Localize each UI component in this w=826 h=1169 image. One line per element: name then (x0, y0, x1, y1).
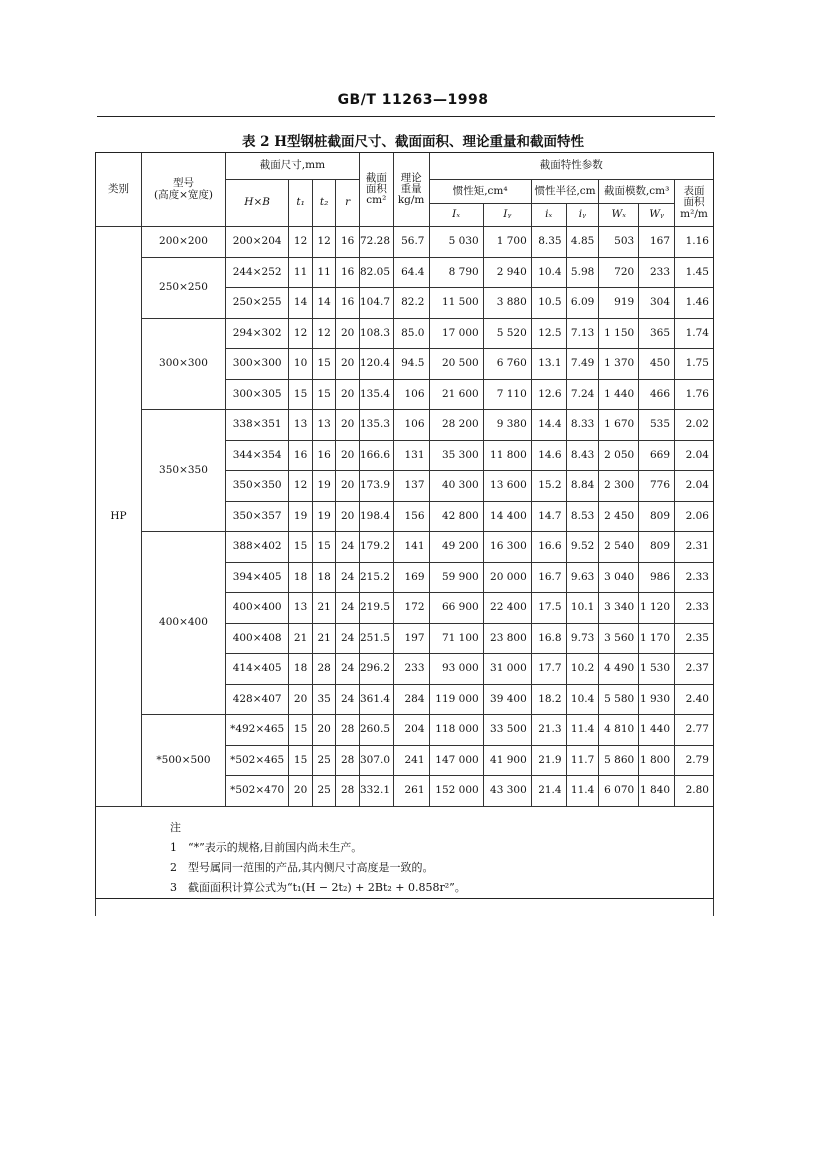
cell-ix-radius: 21.3 (531, 715, 566, 746)
cell-iy-radius: 11.4 (566, 715, 599, 746)
cell-hxb: *502×465 (225, 745, 288, 776)
cell-iy-moment: 39 400 (483, 684, 531, 715)
cell-r: 20 (336, 349, 360, 380)
cell-weight: 197 (393, 623, 429, 654)
cell-surface: 2.35 (675, 623, 714, 654)
cell-area: 104.7 (359, 288, 393, 319)
col-weight-line1: 理论 (400, 171, 422, 184)
note-2 (170, 858, 466, 878)
cell-iy-moment: 16 300 (483, 532, 531, 563)
cell-iy-moment: 23 800 (483, 623, 531, 654)
note-3 (170, 878, 466, 898)
cell-area: 219.5 (359, 593, 393, 624)
cell-surface: 2.06 (675, 501, 714, 532)
cell-wy: 365 (639, 318, 675, 349)
cell-ix-moment: 17 000 (429, 318, 483, 349)
cell-iy-moment: 20 000 (483, 562, 531, 593)
cell-weight: 82.2 (393, 288, 429, 319)
cell-iy-moment: 11 800 (483, 440, 531, 471)
col-weight-line2: 重量 (400, 182, 422, 195)
cell-surface: 2.33 (675, 562, 714, 593)
cell-surface: 2.04 (675, 471, 714, 502)
cell-iy-moment: 22 400 (483, 593, 531, 624)
col-hxb: H×B (225, 180, 288, 227)
cell-t1: 16 (289, 440, 313, 471)
cell-weight: 137 (393, 471, 429, 502)
col-wy: Wᵧ (639, 204, 675, 227)
cell-iy-moment: 13 600 (483, 471, 531, 502)
cell-ix-radius: 10.4 (531, 257, 566, 288)
cell-wy: 809 (639, 501, 675, 532)
cell-weight: 106 (393, 410, 429, 441)
cell-t2: 15 (312, 349, 336, 380)
col-t2: t₂ (312, 180, 336, 227)
cell-wy: 233 (639, 257, 675, 288)
col-iy-radius: iᵧ (566, 204, 599, 227)
notes (170, 818, 466, 898)
cell-ix-moment: 28 200 (429, 410, 483, 441)
cell-hxb: 388×402 (225, 532, 288, 563)
cell-r: 24 (336, 654, 360, 685)
header-rule (97, 116, 715, 117)
cell-t2: 21 (312, 593, 336, 624)
cell-area: 251.5 (359, 623, 393, 654)
cell-surface: 2.31 (675, 532, 714, 563)
cell-t1: 15 (289, 715, 313, 746)
cell-t2: 25 (312, 776, 336, 807)
category-cell: HP (96, 227, 142, 807)
col-group-dims: 截面尺寸,mm (225, 153, 359, 180)
col-t1: t₁ (289, 180, 313, 227)
cell-hxb: 200×204 (225, 227, 288, 258)
note-2-num: 2 (170, 861, 177, 874)
cell-ix-moment: 40 300 (429, 471, 483, 502)
model-cell: 300×300 (142, 318, 226, 410)
cell-wy: 669 (639, 440, 675, 471)
note-1-num: 1 (170, 841, 177, 854)
cell-wy: 776 (639, 471, 675, 502)
cell-wx: 5 580 (599, 684, 639, 715)
cell-hxb: 400×408 (225, 623, 288, 654)
cell-area: 361.4 (359, 684, 393, 715)
cell-t1: 18 (289, 562, 313, 593)
cell-weight: 106 (393, 379, 429, 410)
cell-iy-radius: 9.73 (566, 623, 599, 654)
cell-wx: 1 670 (599, 410, 639, 441)
note-3-num: 3 (170, 881, 177, 894)
col-weight-unit: kg/m (397, 194, 425, 206)
cell-hxb: 414×405 (225, 654, 288, 685)
cell-iy-radius: 9.52 (566, 532, 599, 563)
cell-wx: 5 860 (599, 745, 639, 776)
cell-t1: 15 (289, 379, 313, 410)
col-ix-radius: iₓ (531, 204, 566, 227)
cell-ix-radius: 14.6 (531, 440, 566, 471)
cell-wx: 720 (599, 257, 639, 288)
cell-surface: 1.75 (675, 349, 714, 380)
cell-wx: 2 540 (599, 532, 639, 563)
cell-wy: 304 (639, 288, 675, 319)
cell-wy: 809 (639, 532, 675, 563)
cell-wx: 919 (599, 288, 639, 319)
cell-ix-moment: 71 100 (429, 623, 483, 654)
cell-wy: 1 170 (639, 623, 675, 654)
cell-iy-moment: 5 520 (483, 318, 531, 349)
cell-r: 20 (336, 318, 360, 349)
cell-wy: 1 930 (639, 684, 675, 715)
cell-ix-moment: 42 800 (429, 501, 483, 532)
cell-iy-radius: 8.53 (566, 501, 599, 532)
col-area-unit: cm² (366, 194, 387, 206)
cell-area: 332.1 (359, 776, 393, 807)
cell-iy-moment: 43 300 (483, 776, 531, 807)
cell-hxb: 250×255 (225, 288, 288, 319)
cell-ix-radius: 21.4 (531, 776, 566, 807)
cell-iy-moment: 1 700 (483, 227, 531, 258)
cell-ix-radius: 13.1 (531, 349, 566, 380)
note-3-text: 截面面积计算公式为“t₁(H − 2t₂) + 2Bt₂ + 0.858r²”。 (188, 881, 466, 894)
cell-surface: 2.80 (675, 776, 714, 807)
cell-area: 296.2 (359, 654, 393, 685)
cell-iy-radius: 6.09 (566, 288, 599, 319)
cell-t1: 15 (289, 532, 313, 563)
cell-wx: 3 040 (599, 562, 639, 593)
cell-t1: 20 (289, 776, 313, 807)
cell-ix-radius: 12.5 (531, 318, 566, 349)
cell-r: 20 (336, 471, 360, 502)
cell-iy-moment: 2 940 (483, 257, 531, 288)
cell-hxb: 350×357 (225, 501, 288, 532)
cell-ix-moment: 118 000 (429, 715, 483, 746)
cell-surface: 2.79 (675, 745, 714, 776)
cell-hxb: 300×300 (225, 349, 288, 380)
cell-r: 28 (336, 715, 360, 746)
cell-weight: 284 (393, 684, 429, 715)
cell-iy-radius: 11.4 (566, 776, 599, 807)
cell-iy-radius: 11.7 (566, 745, 599, 776)
cell-iy-moment: 31 000 (483, 654, 531, 685)
cell-iy-radius: 10.2 (566, 654, 599, 685)
cell-ix-moment: 8 790 (429, 257, 483, 288)
cell-iy-radius: 10.4 (566, 684, 599, 715)
cell-wy: 535 (639, 410, 675, 441)
cell-iy-radius: 5.98 (566, 257, 599, 288)
cell-t2: 16 (312, 440, 336, 471)
cell-ix-moment: 49 200 (429, 532, 483, 563)
cell-hxb: *492×465 (225, 715, 288, 746)
col-area-line1: 截面 (365, 171, 387, 184)
cell-iy-moment: 14 400 (483, 501, 531, 532)
cell-area: 135.4 (359, 379, 393, 410)
cell-t2: 11 (312, 257, 336, 288)
cell-r: 16 (336, 257, 360, 288)
cell-ix-moment: 59 900 (429, 562, 483, 593)
cell-ix-moment: 147 000 (429, 745, 483, 776)
col-wx: Wₓ (599, 204, 639, 227)
cell-r: 16 (336, 227, 360, 258)
cell-t2: 12 (312, 318, 336, 349)
cell-area: 82.05 (359, 257, 393, 288)
cell-ix-radius: 21.9 (531, 745, 566, 776)
cell-surface: 2.77 (675, 715, 714, 746)
cell-weight: 141 (393, 532, 429, 563)
cell-t1: 13 (289, 593, 313, 624)
cell-t1: 11 (289, 257, 313, 288)
cell-weight: 56.7 (393, 227, 429, 258)
cell-hxb: 394×405 (225, 562, 288, 593)
cell-surface: 2.04 (675, 440, 714, 471)
cell-wx: 3 560 (599, 623, 639, 654)
cell-hxb: 244×252 (225, 257, 288, 288)
cell-iy-radius: 8.84 (566, 471, 599, 502)
cell-t2: 19 (312, 501, 336, 532)
cell-r: 24 (336, 684, 360, 715)
cell-surface: 1.76 (675, 379, 714, 410)
cell-r: 20 (336, 379, 360, 410)
cell-wx: 2 300 (599, 471, 639, 502)
cell-weight: 233 (393, 654, 429, 685)
cell-iy-moment: 7 110 (483, 379, 531, 410)
cell-r: 28 (336, 776, 360, 807)
cell-iy-radius: 8.43 (566, 440, 599, 471)
col-area-line2: 面积 (365, 182, 387, 195)
cell-hxb: 300×305 (225, 379, 288, 410)
cell-t1: 19 (289, 501, 313, 532)
cell-wy: 167 (639, 227, 675, 258)
note-2-text: 型号属同一范围的产品,其内侧尺寸高度是一致的。 (188, 861, 434, 874)
cell-iy-moment: 6 760 (483, 349, 531, 380)
cell-wy: 1 530 (639, 654, 675, 685)
cell-ix-moment: 11 500 (429, 288, 483, 319)
col-inertia-moment: 惯性矩,cm⁴ (429, 180, 531, 204)
cell-ix-moment: 20 500 (429, 349, 483, 380)
cell-t1: 15 (289, 745, 313, 776)
model-cell: 250×250 (142, 257, 226, 318)
cell-iy-moment: 33 500 (483, 715, 531, 746)
standard-number: GB/T 11263—1998 (337, 92, 489, 108)
cell-t2: 14 (312, 288, 336, 319)
cell-area: 260.5 (359, 715, 393, 746)
cell-t1: 12 (289, 471, 313, 502)
cell-iy-radius: 7.13 (566, 318, 599, 349)
cell-wx: 4 810 (599, 715, 639, 746)
cell-t1: 14 (289, 288, 313, 319)
cell-weight: 261 (393, 776, 429, 807)
col-surface-line2: 面积 (683, 196, 705, 209)
col-surface-line1: 表面 (683, 185, 705, 198)
cell-hxb: 338×351 (225, 410, 288, 441)
cell-r: 20 (336, 501, 360, 532)
col-group-props: 截面特性参数 (429, 153, 714, 180)
col-model-line2: (高度×宽度) (153, 188, 213, 201)
cell-area: 135.3 (359, 410, 393, 441)
cell-ix-radius: 15.2 (531, 471, 566, 502)
cell-hxb: 294×302 (225, 318, 288, 349)
cell-ix-radius: 18.2 (531, 684, 566, 715)
cell-wx: 1 150 (599, 318, 639, 349)
cell-t2: 28 (312, 654, 336, 685)
col-category: 类别 (96, 153, 142, 227)
cell-weight: 94.5 (393, 349, 429, 380)
cell-ix-radius: 12.6 (531, 379, 566, 410)
cell-iy-radius: 10.1 (566, 593, 599, 624)
notes-title: 注 (170, 821, 181, 834)
cell-ix-radius: 10.5 (531, 288, 566, 319)
cell-surface: 2.40 (675, 684, 714, 715)
cell-ix-radius: 17.7 (531, 654, 566, 685)
cell-t1: 10 (289, 349, 313, 380)
col-surface-unit: m²/m (680, 207, 708, 220)
cell-r: 24 (336, 623, 360, 654)
cell-area: 72.28 (359, 227, 393, 258)
model-cell: *500×500 (142, 715, 226, 807)
cell-t2: 19 (312, 471, 336, 502)
cell-r: 20 (336, 410, 360, 441)
cell-r: 20 (336, 440, 360, 471)
cell-ix-moment: 93 000 (429, 654, 483, 685)
cell-hxb: 428×407 (225, 684, 288, 715)
cell-t2: 21 (312, 623, 336, 654)
cell-wx: 2 450 (599, 501, 639, 532)
cell-weight: 204 (393, 715, 429, 746)
cell-ix-moment: 21 600 (429, 379, 483, 410)
cell-ix-moment: 119 000 (429, 684, 483, 715)
col-inertia-radius: 惯性半径,cm (531, 180, 599, 204)
cell-weight: 64.4 (393, 257, 429, 288)
cell-ix-radius: 16.8 (531, 623, 566, 654)
cell-wy: 450 (639, 349, 675, 380)
table-frame (95, 152, 714, 899)
cell-r: 28 (336, 745, 360, 776)
cell-surface: 2.33 (675, 593, 714, 624)
cell-ix-radius: 14.4 (531, 410, 566, 441)
cell-surface: 1.45 (675, 257, 714, 288)
cell-t1: 13 (289, 410, 313, 441)
cell-wx: 6 070 (599, 776, 639, 807)
cell-ix-moment: 152 000 (429, 776, 483, 807)
col-iy-moment: Iᵧ (483, 204, 531, 227)
cell-wx: 3 340 (599, 593, 639, 624)
table-caption: 表 2 H型钢桩截面尺寸、截面面积、理论重量和截面特性 (241, 134, 585, 150)
cell-weight: 172 (393, 593, 429, 624)
cell-weight: 131 (393, 440, 429, 471)
cell-iy-moment: 41 900 (483, 745, 531, 776)
model-cell: 350×350 (142, 410, 226, 532)
cell-ix-moment: 35 300 (429, 440, 483, 471)
cell-iy-moment: 9 380 (483, 410, 531, 441)
cell-weight: 85.0 (393, 318, 429, 349)
cell-wy: 1 440 (639, 715, 675, 746)
cell-wx: 503 (599, 227, 639, 258)
cell-surface: 1.74 (675, 318, 714, 349)
cell-t2: 18 (312, 562, 336, 593)
cell-t2: 15 (312, 379, 336, 410)
cell-area: 108.3 (359, 318, 393, 349)
cell-ix-radius: 16.6 (531, 532, 566, 563)
cell-ix-radius: 17.5 (531, 593, 566, 624)
cell-ix-radius: 8.35 (531, 227, 566, 258)
cell-weight: 241 (393, 745, 429, 776)
cell-surface: 2.02 (675, 410, 714, 441)
cell-t2: 25 (312, 745, 336, 776)
col-section-modulus: 截面模数,cm³ (599, 180, 675, 204)
cell-t2: 15 (312, 532, 336, 563)
cell-weight: 169 (393, 562, 429, 593)
cell-wx: 1 440 (599, 379, 639, 410)
model-cell: 200×200 (142, 227, 226, 258)
cell-iy-radius: 9.63 (566, 562, 599, 593)
cell-area: 120.4 (359, 349, 393, 380)
cell-t2: 20 (312, 715, 336, 746)
cell-wx: 4 490 (599, 654, 639, 685)
cell-area: 179.2 (359, 532, 393, 563)
cell-ix-radius: 16.7 (531, 562, 566, 593)
cell-iy-radius: 4.85 (566, 227, 599, 258)
cell-r: 24 (336, 562, 360, 593)
cell-wx: 2 050 (599, 440, 639, 471)
cell-t2: 13 (312, 410, 336, 441)
cell-weight: 156 (393, 501, 429, 532)
cell-t1: 18 (289, 654, 313, 685)
cell-iy-radius: 7.24 (566, 379, 599, 410)
cell-hxb: 350×350 (225, 471, 288, 502)
cell-surface: 2.37 (675, 654, 714, 685)
cell-wy: 1 800 (639, 745, 675, 776)
cell-t1: 21 (289, 623, 313, 654)
cell-t2: 12 (312, 227, 336, 258)
col-r: r (336, 180, 360, 227)
cell-surface: 1.46 (675, 288, 714, 319)
cell-r: 24 (336, 532, 360, 563)
cell-area: 198.4 (359, 501, 393, 532)
note-1-text: “*”表示的规格,目前国内尚未生产。 (188, 841, 363, 854)
cell-area: 173.9 (359, 471, 393, 502)
cell-area: 166.6 (359, 440, 393, 471)
cell-ix-moment: 5 030 (429, 227, 483, 258)
cell-wy: 986 (639, 562, 675, 593)
cell-wy: 1 120 (639, 593, 675, 624)
cell-hxb: 344×354 (225, 440, 288, 471)
cell-ix-moment: 66 900 (429, 593, 483, 624)
col-model-line1: 型号 (172, 177, 194, 190)
cell-t2: 35 (312, 684, 336, 715)
note-1 (170, 838, 466, 858)
cell-r: 24 (336, 593, 360, 624)
cell-area: 215.2 (359, 562, 393, 593)
cell-wx: 1 370 (599, 349, 639, 380)
cell-iy-moment: 3 880 (483, 288, 531, 319)
cell-ix-radius: 14.7 (531, 501, 566, 532)
cell-iy-radius: 7.49 (566, 349, 599, 380)
cell-iy-radius: 8.33 (566, 410, 599, 441)
cell-t1: 12 (289, 318, 313, 349)
col-ix-moment: Iₓ (429, 204, 483, 227)
cell-hxb: 400×400 (225, 593, 288, 624)
cell-wy: 466 (639, 379, 675, 410)
cell-t1: 12 (289, 227, 313, 258)
cell-t1: 20 (289, 684, 313, 715)
model-cell: 400×400 (142, 532, 226, 715)
cell-area: 307.0 (359, 745, 393, 776)
cell-wy: 1 840 (639, 776, 675, 807)
cell-surface: 1.16 (675, 227, 714, 258)
cell-r: 16 (336, 288, 360, 319)
cell-hxb: *502×470 (225, 776, 288, 807)
